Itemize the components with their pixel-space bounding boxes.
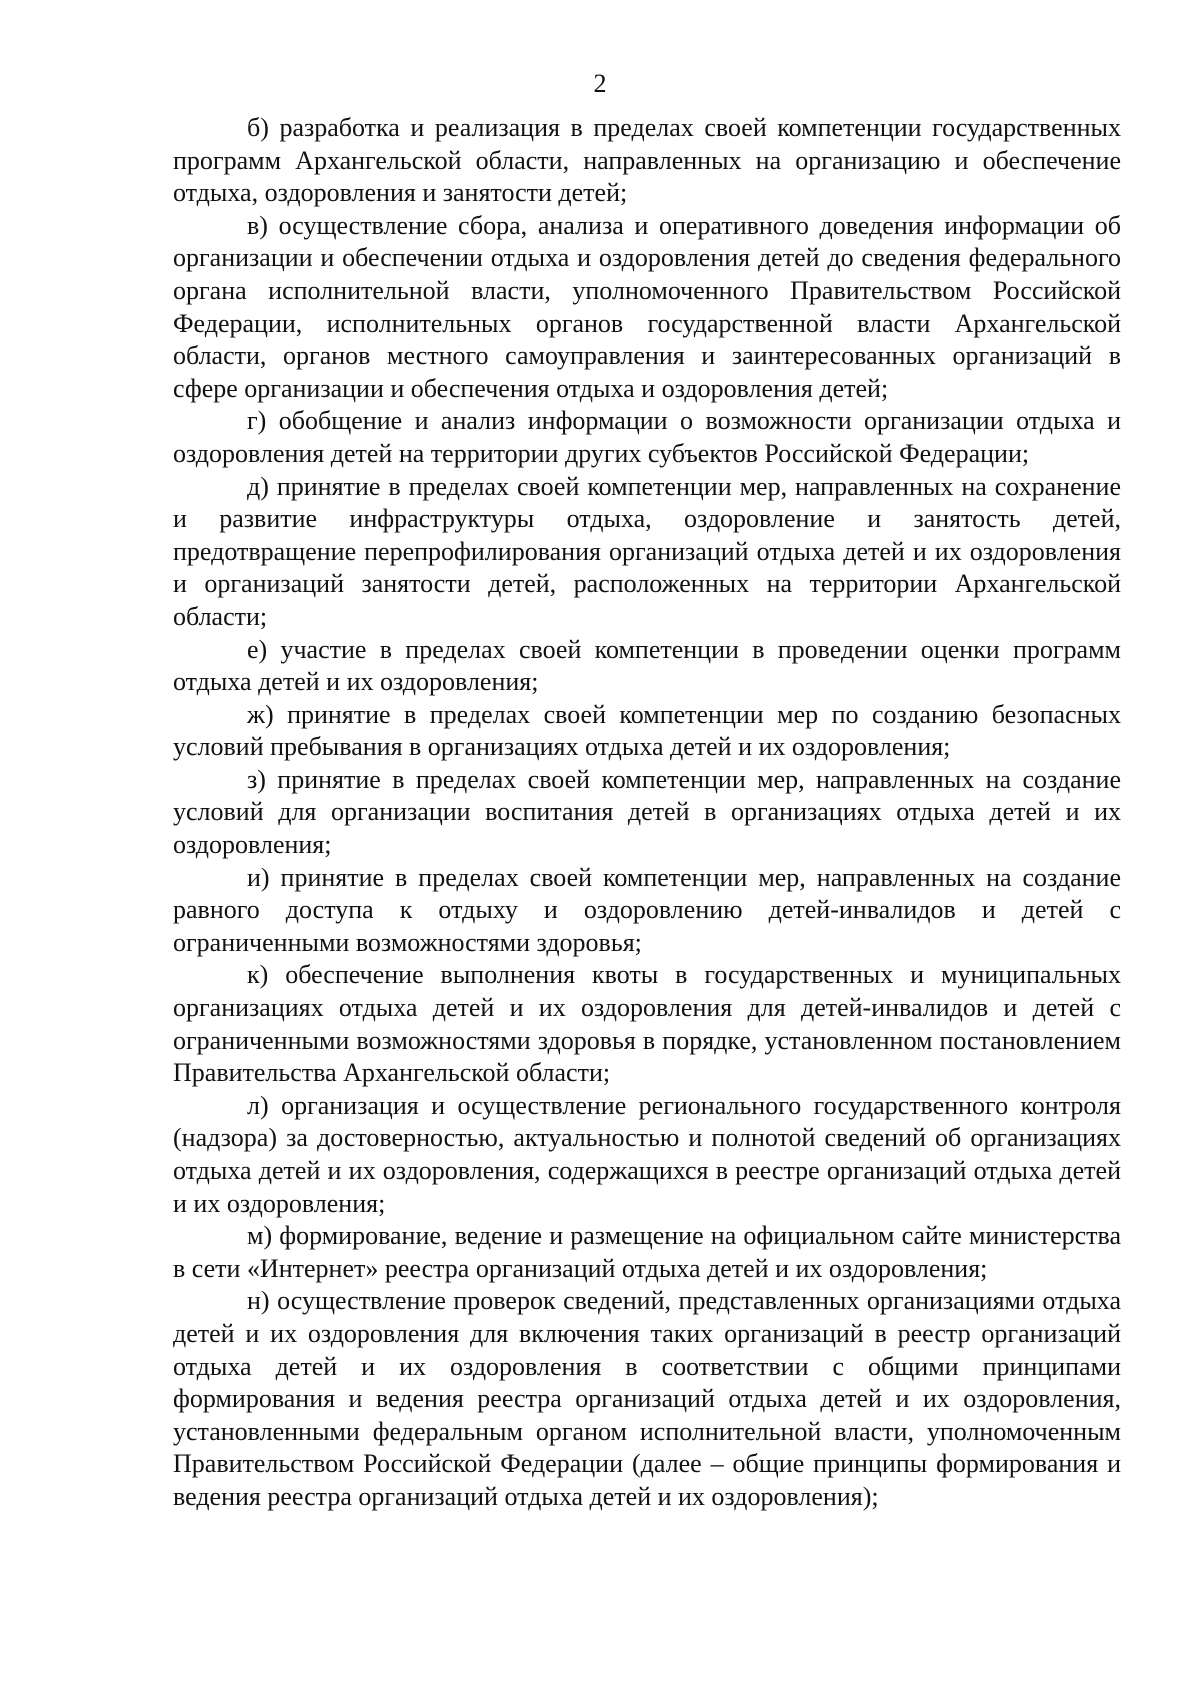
- paragraph-g: г) обобщение и анализ информации о возможности организации отдыха и оздоровления детей на территории других субъектов Российской Федерации;: [173, 406, 1121, 468]
- paragraph-e: е) участие в пределах своей компетенции в проведении оценки программ отдыха детей и их оздоровления;: [173, 634, 1121, 697]
- paragraph-i: и) принятие в пределах своей компетенции мер, направленных на создание равного доступа к отдыху и оздоровлению детей-инвалидов и детей с ограниченными возможностями здоровья;: [173, 862, 1121, 957]
- document-body: [173, 112, 1121, 1514]
- paragraph-l: л) организация и осуществление регионального государственного контроля (надзора) за достоверностью, актуальностью и полнотой сведений об организациях отдыха детей и их оздоровления, содержащихся в реестре организаций отдыха детей и их оздоровления;: [173, 1090, 1121, 1218]
- paragraph-v: в) осуществление сбора, анализа и оперативного доведения информации об организации и обеспечении отдыха и оздоровления детей до сведения федерального органа исполнительной власти, уполномоченного Правительством Российской Федерации, исполнительных органов государственной власти Архангельской области, органов местного самоуправления и заинтересованных организаций в сфере организации и обеспечения отдыха и оздоровления детей;: [173, 210, 1121, 403]
- paragraph-n: н) осуществление проверок сведений, представленных организациями отдыха детей и их оздоровления для включения таких организаций в реестр организаций отдыха детей и их оздоровления в соответствии с общими принципами формирования и ведения реестра организаций отдыха детей и их оздоровления, установленными федеральным органом исполнительной власти, уполномоченным Правительством Российской Федерации (далее – общие принципы формирования и ведения реестра организаций отдыха детей и их оздоровления);: [173, 1286, 1121, 1511]
- paragraph-z: з) принятие в пределах своей компетенции мер, направленных на создание условий для организации воспитания детей в организациях отдыха детей и их оздоровления;: [173, 764, 1121, 860]
- page-number: 2: [593, 69, 607, 98]
- paragraph-k: к) обеспечение выполнения квоты в государственных и муниципальных организациях отдыха детей и их оздоровления для детей-инвалидов и детей с ограниченными возможностями здоровья в порядке, установленном постановлением Правительства Архангельской области;: [173, 960, 1121, 1088]
- paragraph-zh: ж) принятие в пределах своей компетенции мер по созданию безопасных условий пребывания в организациях отдыха детей и их оздоровления;: [173, 699, 1121, 762]
- paragraph-d: д) принятие в пределах своей компетенции мер, направленных на сохранение и развитие инфраструктуры отдыха, оздоровление и занятость детей, предотвращение перепрофилирования организаций отдыха детей и их оздоровления и организаций занятости детей, расположенных на территории Архангельской области;: [173, 471, 1121, 631]
- paragraph-m: м) формирование, ведение и размещение на официальном сайте министерства в сети «Интернет» реестра организаций отдыха детей и их оздоровления;: [173, 1221, 1121, 1283]
- paragraph-b: б) разработка и реализация в пределах своей компетенции государственных программ Архангельской области, направленных на организацию и обеспечение отдыха, оздоровления и занятости детей;: [173, 113, 1121, 208]
